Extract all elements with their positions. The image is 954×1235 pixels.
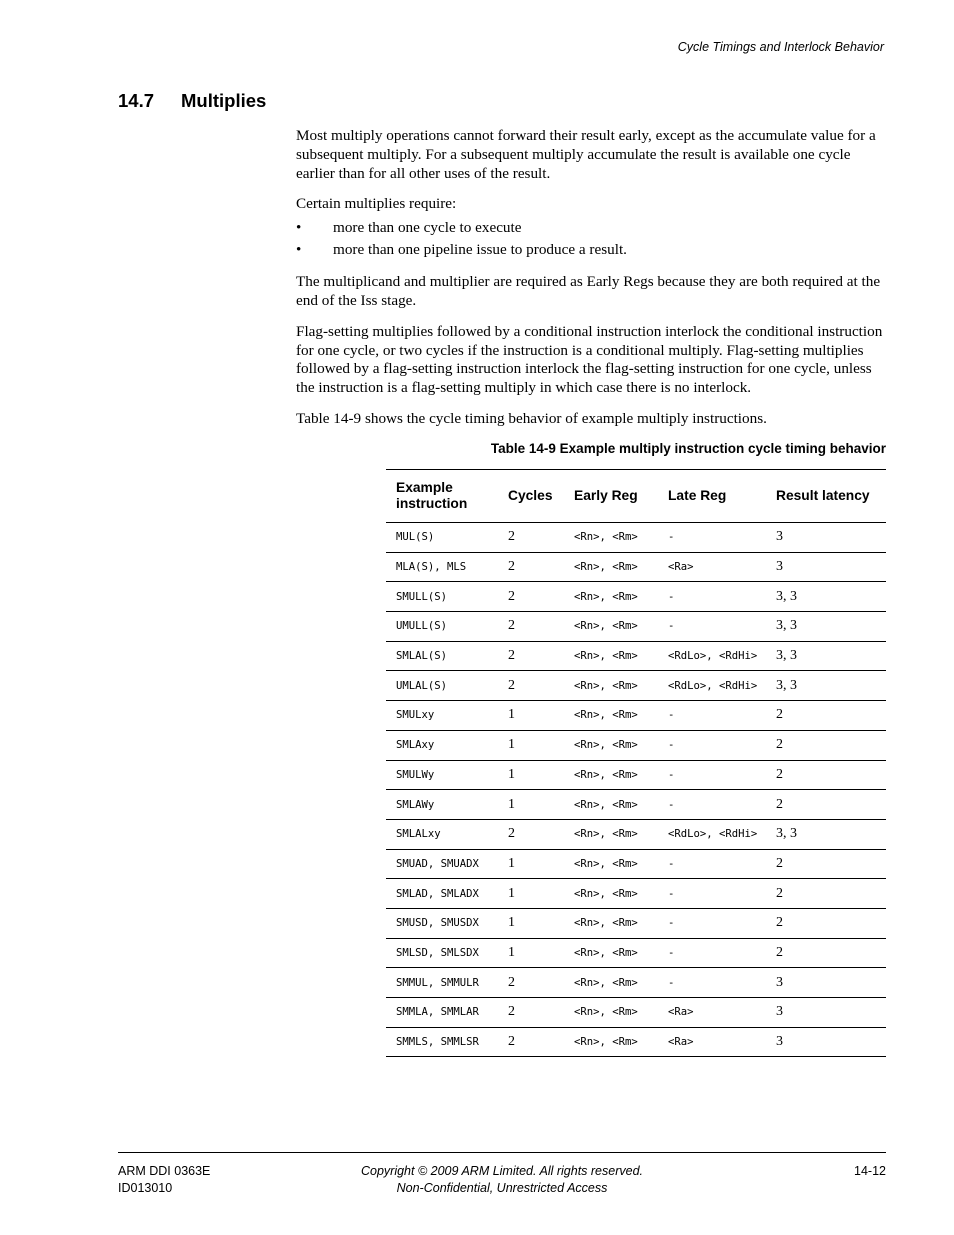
- result-latency-cell: 3: [776, 974, 783, 990]
- bullet-list: [296, 217, 888, 261]
- table-row: [386, 582, 886, 612]
- running-header: Cycle Timings and Interlock Behavior: [677, 40, 884, 54]
- result-latency-cell: 2: [776, 855, 783, 871]
- table-row: [386, 701, 886, 731]
- cycles-cell: 2: [508, 1034, 515, 1050]
- late-reg-cell: <Ra>: [668, 561, 694, 574]
- result-latency-cell: 3, 3: [776, 826, 797, 842]
- early-reg-cell: <Rn>, <Rm>: [574, 798, 638, 811]
- table-row: [386, 641, 886, 671]
- copyright-notice: Copyright © 2009 ARM Limited. All rights reserved.: [360, 1164, 643, 1178]
- early-reg-cell: <Rn>, <Rm>: [574, 650, 638, 663]
- late-reg-cell: -: [668, 709, 675, 722]
- early-reg-cell: <Rn>, <Rm>: [574, 561, 638, 574]
- bullet-text: more than one cycle to execute: [333, 219, 522, 237]
- late-reg-cell: -: [668, 976, 675, 989]
- late-reg-cell: -: [668, 917, 675, 930]
- cycles-cell: 2: [508, 618, 515, 634]
- instruction-cell: SMULWy: [396, 768, 435, 781]
- bullet-item: [296, 239, 888, 261]
- column-header-instruction: Example instruction: [396, 479, 468, 511]
- cycles-cell: 2: [508, 974, 515, 990]
- table-row: [386, 671, 886, 701]
- table-row: [386, 612, 886, 642]
- instruction-cell: SMLAWy: [396, 798, 435, 811]
- doc-number: ARM DDI 0363E: [118, 1164, 211, 1178]
- cycles-cell: 1: [508, 766, 515, 782]
- result-latency-cell: 3: [776, 559, 783, 575]
- early-reg-cell: <Rn>, <Rm>: [574, 857, 638, 870]
- result-latency-cell: 2: [776, 766, 783, 782]
- instruction-cell: SMULL(S): [396, 590, 448, 603]
- late-reg-cell: <Ra>: [668, 1006, 694, 1019]
- early-reg-cell: <Rn>, <Rm>: [574, 768, 638, 781]
- cycles-cell: 1: [508, 885, 515, 901]
- access-notice: Non-Confidential, Unrestricted Access: [396, 1180, 608, 1195]
- early-reg-cell: <Rn>, <Rm>: [574, 917, 638, 930]
- cycles-cell: 1: [508, 944, 515, 960]
- bullet-item: [296, 217, 888, 239]
- late-reg-cell: -: [668, 590, 675, 603]
- footer-left: [118, 1163, 210, 1196]
- result-latency-cell: 2: [776, 737, 783, 753]
- late-reg-cell: -: [668, 531, 675, 544]
- instruction-cell: UMULL(S): [396, 620, 448, 633]
- column-header-result-latency: Result latency: [776, 487, 870, 503]
- table-row: [386, 552, 886, 582]
- table-header-row: [386, 470, 886, 523]
- result-latency-cell: 3, 3: [776, 677, 797, 693]
- timing-table: [386, 469, 886, 1057]
- instruction-cell: SMLSD, SMLSDX: [396, 946, 479, 959]
- instruction-cell: MLA(S), MLS: [396, 561, 467, 574]
- table-row: [386, 730, 886, 760]
- early-reg-cell: <Rn>, <Rm>: [574, 531, 638, 544]
- late-reg-cell: -: [668, 946, 675, 959]
- cycles-cell: 2: [508, 559, 515, 575]
- table-row: [386, 1027, 886, 1057]
- early-reg-cell: <Rn>, <Rm>: [574, 709, 638, 722]
- late-reg-cell: -: [668, 768, 675, 781]
- table-row: [386, 819, 886, 849]
- early-reg-cell: <Rn>, <Rm>: [574, 620, 638, 633]
- late-reg-cell: <RdLo>, <RdHi>: [668, 650, 758, 663]
- table-row: [386, 760, 886, 790]
- early-reg-cell: <Rn>, <Rm>: [574, 1006, 638, 1019]
- bullet-icon: •: [296, 219, 302, 237]
- cycles-cell: 1: [508, 855, 515, 871]
- instruction-cell: SMLALxy: [396, 828, 441, 841]
- cycles-cell: 2: [508, 588, 515, 604]
- cycles-cell: 1: [508, 707, 515, 723]
- late-reg-cell: -: [668, 798, 675, 811]
- instruction-cell: SMLAL(S): [396, 650, 448, 663]
- cycles-cell: 2: [508, 529, 515, 545]
- instruction-cell: MUL(S): [396, 531, 435, 544]
- result-latency-cell: 3, 3: [776, 588, 797, 604]
- early-reg-cell: <Rn>, <Rm>: [574, 946, 638, 959]
- table-row: [386, 968, 886, 998]
- late-reg-cell: -: [668, 857, 675, 870]
- paragraph: Certain multiplies require:: [296, 195, 457, 213]
- table-caption: Table 14-9 Example multiply instruction cycle timing behavior: [490, 441, 886, 456]
- table-row: [386, 879, 886, 909]
- paragraph: Table 14-9 shows the cycle timing behavior of example multiply instructions.: [296, 409, 767, 427]
- doc-id: ID013010: [118, 1180, 173, 1195]
- table-body: [386, 523, 886, 1057]
- paragraph: The multiplicand and multiplier are required as Early Regs because they are both required at the end of the Iss stage.: [296, 273, 881, 309]
- result-latency-cell: 2: [776, 944, 783, 960]
- footer-center: [300, 1163, 704, 1196]
- cycles-cell: 2: [508, 677, 515, 693]
- cycles-cell: 1: [508, 915, 515, 931]
- table-row: [386, 849, 886, 879]
- table-row: [386, 790, 886, 820]
- table-row: [386, 523, 886, 553]
- instruction-cell: SMLAxy: [396, 739, 435, 752]
- result-latency-cell: 3, 3: [776, 618, 797, 634]
- paragraph: Flag-setting multiplies followed by a conditional instruction interlock the conditional instruction for one cycle, or two cycles if the instruction is a conditional multiply. Flag-setting multiplies followed by a flag-setting instruction interlock the flag-setting instruction for one cycle, unless the instruction is a flag-setting multiply in which case there is no interlock.: [296, 322, 883, 397]
- late-reg-cell: <RdLo>, <RdHi>: [668, 828, 758, 841]
- late-reg-cell: <RdLo>, <RdHi>: [668, 679, 758, 692]
- result-latency-cell: 2: [776, 915, 783, 931]
- early-reg-cell: <Rn>, <Rm>: [574, 1036, 638, 1049]
- footer-right: [854, 1163, 886, 1180]
- table-row: [386, 938, 886, 968]
- cycles-cell: 2: [508, 826, 515, 842]
- result-latency-cell: 3: [776, 1034, 783, 1050]
- instruction-cell: SMMLA, SMMLAR: [396, 1006, 479, 1019]
- instruction-cell: UMLAL(S): [396, 679, 448, 692]
- result-latency-cell: 2: [776, 707, 783, 723]
- late-reg-cell: -: [668, 887, 675, 900]
- instruction-cell: SMULxy: [396, 709, 435, 722]
- cycles-cell: 1: [508, 796, 515, 812]
- page-number: 14-12: [854, 1164, 886, 1178]
- footer-rule: [118, 1152, 886, 1153]
- result-latency-cell: 3, 3: [776, 648, 797, 664]
- section-number: 14.7: [118, 90, 155, 111]
- section-title: Multiplies: [181, 90, 267, 111]
- column-header-late-reg: Late Reg: [668, 487, 727, 503]
- column-header-cycles: Cycles: [508, 487, 553, 503]
- instruction-cell: SMLAD, SMLADX: [396, 887, 479, 900]
- section-heading: [118, 90, 266, 112]
- cycles-cell: 2: [508, 648, 515, 664]
- early-reg-cell: <Rn>, <Rm>: [574, 828, 638, 841]
- early-reg-cell: <Rn>, <Rm>: [574, 590, 638, 603]
- result-latency-cell: 3: [776, 1004, 783, 1020]
- paragraph: Most multiply operations cannot forward their result early, except as the accumulate value for a subsequent multiply. For a subsequent multiply accumulate the result is available one cycle earlier than for all other uses of the result.: [296, 127, 876, 182]
- cycles-cell: 1: [508, 737, 515, 753]
- result-latency-cell: 2: [776, 796, 783, 812]
- late-reg-cell: <Ra>: [668, 1036, 694, 1049]
- section-body: [296, 127, 888, 441]
- early-reg-cell: <Rn>, <Rm>: [574, 887, 638, 900]
- table-row: [386, 998, 886, 1028]
- cycles-cell: 2: [508, 1004, 515, 1020]
- table-row: [386, 908, 886, 938]
- bullet-icon: •: [296, 241, 302, 259]
- late-reg-cell: -: [668, 620, 675, 633]
- result-latency-cell: 2: [776, 885, 783, 901]
- instruction-cell: SMMUL, SMMULR: [396, 976, 479, 989]
- instruction-cell: SMMLS, SMMLSR: [396, 1036, 479, 1049]
- result-latency-cell: 3: [776, 529, 783, 545]
- instruction-cell: SMUAD, SMUADX: [396, 857, 479, 870]
- early-reg-cell: <Rn>, <Rm>: [574, 679, 638, 692]
- column-header-early-reg: Early Reg: [574, 487, 638, 503]
- early-reg-cell: <Rn>, <Rm>: [574, 739, 638, 752]
- bullet-text: more than one pipeline issue to produce a result.: [333, 241, 627, 259]
- late-reg-cell: -: [668, 739, 675, 752]
- instruction-cell: SMUSD, SMUSDX: [396, 917, 479, 930]
- early-reg-cell: <Rn>, <Rm>: [574, 976, 638, 989]
